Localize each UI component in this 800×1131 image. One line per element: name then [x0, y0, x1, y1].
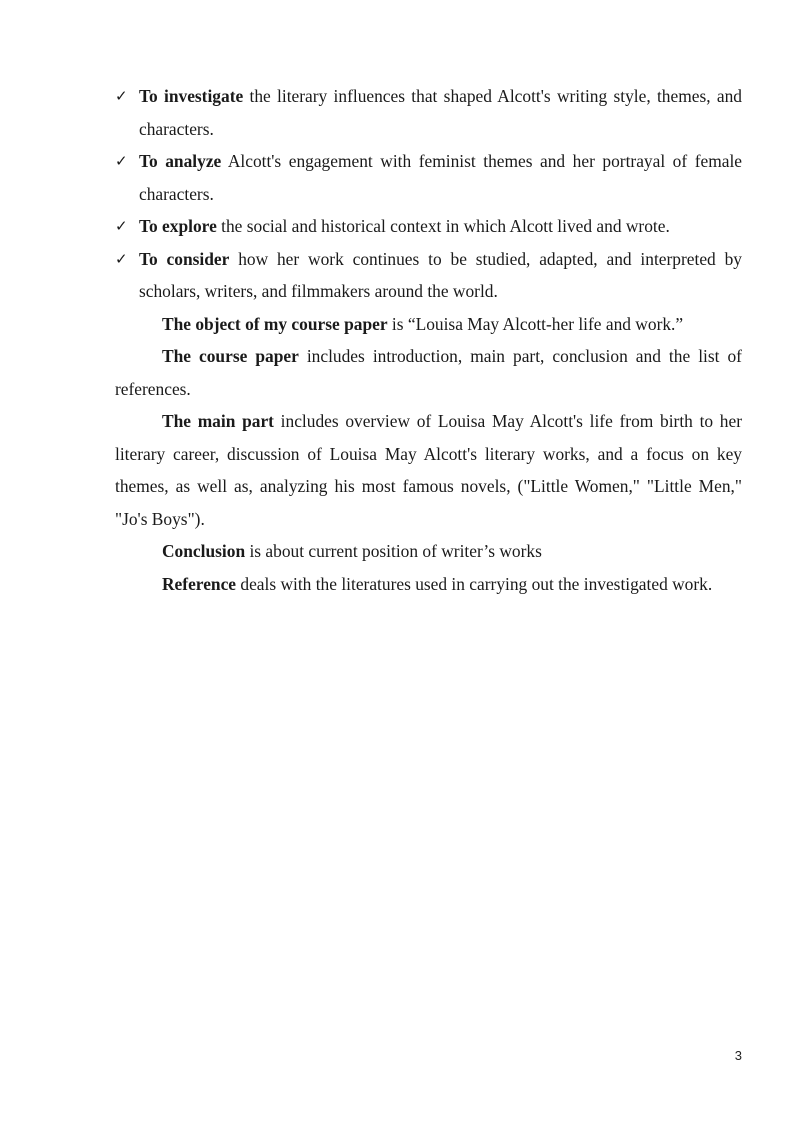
goal-lead: To investigate: [139, 86, 244, 106]
check-mark-icon: ✓: [115, 87, 128, 105]
reference-paragraph: [115, 568, 742, 601]
goal-item: [115, 80, 742, 145]
goal-text: the literary influences that shaped Alcott's writing style, themes, and characters.: [139, 86, 742, 139]
goal-text: Alcott's engagement with feminist themes and her portrayal of female characters.: [139, 151, 743, 204]
page-content: [115, 80, 742, 600]
goal-text: how her work continues to be studied, adapted, and interpreted by scholars, writers, and filmmakers around the world.: [139, 248, 742, 301]
goal-item: [115, 210, 742, 243]
goal-item: [115, 243, 742, 308]
check-mark-icon: ✓: [115, 152, 128, 170]
paragraph-lead: The object of my course paper: [162, 313, 388, 334]
paragraph-text: is about current position of writer’s works: [245, 541, 542, 561]
main-part-paragraph: [115, 405, 742, 535]
page-number: 3: [734, 1048, 742, 1063]
object-paragraph: [115, 308, 742, 341]
conclusion-paragraph: [115, 535, 742, 568]
research-goals-list: [115, 80, 742, 308]
paragraph-lead: Conclusion: [162, 541, 246, 561]
goal-lead: To analyze: [139, 151, 222, 171]
check-mark-icon: ✓: [115, 249, 128, 268]
paragraph-lead: The course paper: [162, 346, 299, 366]
goal-lead: To explore: [139, 216, 217, 236]
paragraph-lead: Reference: [162, 573, 237, 594]
structure-paragraph: [115, 340, 742, 405]
goal-text: the social and historical context in which Alcott lived and wrote.: [216, 216, 670, 236]
check-mark-icon: ✓: [115, 217, 128, 235]
paragraph-lead: The main part: [162, 411, 274, 431]
paragraph-text: deals with the literatures used in carrying out the investigated work.: [236, 573, 713, 594]
paragraph-text: includes introduction, main part, conclusion and the list of references.: [115, 346, 742, 399]
paragraph-text: includes overview of Louisa May Alcott's life from birth to her literary career, discussion of Louisa May Alcott's literary works, and a focus on key themes, as well as, analyzing his most famous novels, ("Little Women," "Little Men," "Jo's Boys").: [115, 411, 743, 529]
paragraph-text: is “Louisa May Alcott-her life and work.”: [387, 313, 684, 334]
goal-item: [115, 145, 742, 210]
goal-lead: To consider: [139, 248, 230, 269]
